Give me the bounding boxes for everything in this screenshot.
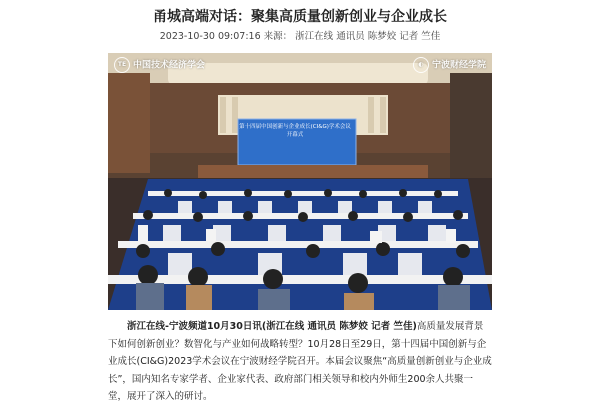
watermark-left-text: 中国技术经济学会	[133, 60, 206, 71]
conference-hall-illustration	[108, 53, 492, 310]
watermark-right-text: 宁波财经学院	[431, 60, 486, 71]
screen-caption	[232, 123, 358, 139]
article-paragraph: 高质量发展背景下如何创新创业？数智化与产业如何战略转型？10月28日至29日，第十四届中国创新与企业成长(CI&G)2023学术会议在宁波财经学院召开。本届会议聚焦“高质量创新创业与企业成长”，国内知名专家学者、企业家代表、政府部门相关领导和校内外师生200余人共聚一堂，展开了深入的研讨。	[108, 321, 492, 402]
society-logo-icon: TE	[114, 57, 130, 73]
watermark-left	[114, 57, 205, 73]
screen-title: 第十四届中国创新与企业成长(CI&G)学术会议	[239, 124, 351, 130]
screen-subtitle: 开幕式	[286, 132, 304, 138]
watermark-right	[413, 57, 486, 73]
article-title: 甬城高端对话：聚集高质量创新创业与企业成长	[153, 9, 447, 25]
article-meta: 2023-10-30 09:07:16 来源： 浙江在线 通讯员 陈梦姣 记者 竺佳	[159, 31, 441, 42]
conference-photo	[108, 53, 492, 310]
article-body	[108, 318, 492, 406]
college-logo-icon: ◐	[413, 57, 429, 73]
article-lead: 浙江在线-宁波频道10月30日讯(浙江在线 通讯员 陈梦姣 记者 竺佳)	[127, 321, 417, 332]
